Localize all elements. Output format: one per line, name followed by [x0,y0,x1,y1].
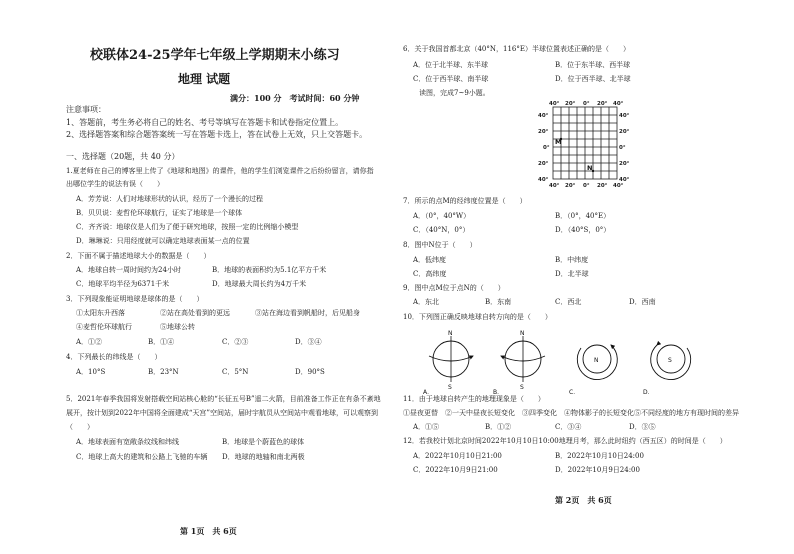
q8-option-c: C．高纬度 [413,270,447,278]
diagram-b [493,330,545,396]
grid-left-label: 20° [538,161,549,167]
q12-option-a: A．2022年10月10日21:00 [413,452,502,460]
diagram-a-label: A． [423,389,434,396]
q7-option-a: A．（0°，40°W） [413,212,471,220]
q2-option-c: C．地球平均半径为6371千米 [76,280,170,288]
rotation-diagrams [419,326,709,396]
q2-option-b: B．地球的表面积约为5.1亿平方千米 [212,266,327,274]
q5-option-c: C．地球上高大的建筑和公路上飞驰的车辆 [76,453,208,461]
q6-option-b: B．位于东半球、西半球 [555,61,631,69]
q5-stem-2: 展开，按计划到2022年中国将全面建成“天宫”空间站，届时宇航员从空间站中观看地球，可以观察到 [66,409,378,417]
q4-option-c: C．5°N [222,368,249,376]
q3-item-4: ④麦哲伦环球航行 [76,323,132,331]
q3-answer-a: A．①② [76,338,103,346]
q3-answer-b: B．①④ [148,338,175,346]
q1-option-c: C．齐齐说：地球仪是人们为了便于研究地球，按照一定的比例缩小模型 [76,223,299,231]
grid-top-label: 40° [549,101,560,107]
exam-title: 校联体24-25学年七年级上学期期末小练习 [90,48,340,63]
grid-left-label: 40° [538,113,549,119]
q2-stem: 2．下面不属于描述地球大小的数据是（ ） [66,252,211,260]
q11-option-a: A．①⑤ [413,423,440,431]
q2-option-a: A．地球自转一周时间约为24小时 [76,266,181,274]
diagram-b-label: B． [493,389,504,396]
q12-option-c: C．2022年10月9日21:00 [413,466,498,474]
score-time-line: 满分：100 分 考试时间：60 分钟 [230,93,360,103]
diagram-b-pole-s: S [520,384,524,391]
q12-option-b: B．2022年10月10日24:00 [555,452,644,460]
diagram-d [643,345,691,396]
q1-option-a: A．芳芳说：人们对地球形状的认识，经历了一个漫长的过程 [76,195,264,203]
grid-bottom-label: 40° [613,183,624,189]
q12-option-d: D．2022年10月9日24:00 [555,466,640,474]
q3-item-5: ⑤地球公转 [160,323,195,331]
grid-right-label: 0° [619,145,626,151]
q3-item-1: ①太阳东升西落 [76,309,125,317]
diagram-b-pole-n: N [520,330,525,337]
page-footer-1: 第 1页 共 6页 [180,526,237,536]
q11-option-c: C．③④ [555,423,582,431]
q2-option-d: D．地球最大周长约为4万千米 [212,280,307,288]
q11-option-b: B．①② [485,423,512,431]
grid-top-label: 40° [613,101,624,107]
q7-option-b: B．（0°，40°E） [555,212,611,220]
grid-bottom-label: 0° [583,183,590,189]
q1-stem-1: 1.夏老师在自己的博客里上传了《地球和地图》的课件，他的学生们浏览课件之后纷纷留言，请你指 [66,167,374,175]
q1-option-b: B．贝贝说：麦哲伦环球航行，证实了地球是一个球体 [76,209,243,217]
diagram-c-label: C． [569,389,580,396]
diagram-d-pole: S [668,357,672,364]
diagram-a [423,330,473,396]
q8-stem: 8．图中N位于（ ） [403,241,477,249]
lat-long-grid [535,98,635,194]
grid-bottom-label: 40° [549,183,560,189]
q6-note: 读图，完成7~9小题。 [419,89,490,97]
q8-option-d: D．北半球 [555,270,589,278]
q9-option-a: A．东北 [413,298,440,306]
q7-option-c: C．（40°N，0°） [413,226,470,234]
q11-stem: 11．由于地球自转产生的地理现象是（ ） [403,395,545,403]
q3-answer-c: C．②③ [222,338,249,346]
grid-left-label: 0° [543,145,550,151]
q11-option-d: D．③⑤ [629,423,656,431]
diagram-a-pole-n: N [448,330,453,337]
q10-stem: 10．下列图正确反映地球自转方向的是（ ） [403,313,552,321]
q6-option-d: D．位于西半球、北半球 [555,75,631,83]
q9-stem: 9．图中点M位于点N的（ ） [403,284,505,292]
q9-option-c: C．西北 [555,298,582,306]
q9-option-d: D．西南 [629,298,656,306]
section-heading: 一、选择题（20题，共 40 分） [66,152,180,161]
q5-option-a: A．地球表面有宽敞条纹线和纬线 [76,438,180,446]
diagram-c [569,345,617,396]
point-m-label: M [555,138,562,146]
exam-subtitle: 地理 试题 [178,72,231,86]
grid-bottom-label: 20° [597,183,608,189]
grid-right-label: 20° [619,161,630,167]
q12-stem: 12．若我校计划北京时间2022年10月10日10:00地理月考，那么此时纽约（西五区）的时间是（ ） [403,437,727,445]
q3-stem: 3．下列现象能证明地球是球体的是（ ） [66,295,204,303]
q4-option-a: A．10°S [76,368,106,376]
q4-option-d: D．90°S [295,368,325,376]
page-2 [397,0,794,554]
diagram-a-pole-s: S [448,384,452,391]
q5-option-b: B．地球是个蔚蓝色的球体 [222,438,305,446]
grid-top-label: 20° [565,101,576,107]
q1-option-d: D．琳琳说：只用经度就可以确定地球表面某一点的位置 [76,237,250,245]
notice-2: 2、选择题答案和综合题答案统一写在答题卡选上，答在试卷上无效，只上交答题卡。 [66,130,368,139]
q3-item-3: ③站在海边看到帆船时，后见船身 [255,309,360,317]
q5-option-d: D．地球的地轴和南北两极 [222,453,305,461]
grid-left-label: 40° [538,177,549,183]
point-n-label: N [587,164,593,172]
q6-option-a: A．位于北半球、东半球 [413,61,489,69]
grid-left-label: 20° [538,129,549,135]
diagram-c-pole: N [594,357,599,364]
notice-1: 1、答题前，考生务必将自己的姓名、考号等填写在答题卡和试卷指定位置上。 [66,118,344,127]
q11-items: ①昼夜更替 ②一天中昼夜长短变化 ③四季变化 ④物体影子的长短变化⑤不同经度的地方有现时间的差异 [403,409,739,417]
q6-stem: 6．关于我国首都北京（40°N，116°E）半球位置表述正确的是（ ） [403,45,630,53]
grid-top-label: 20° [597,101,608,107]
grid-right-label: 20° [619,129,630,135]
q5-stem-3: （ ） [66,423,94,431]
q3-item-2: ②站在高处看到的更远 [160,309,230,317]
q8-option-a: A．低纬度 [413,256,447,264]
q4-stem: 4．下列最长的纬线是（ ） [66,353,162,361]
q3-answer-d: D．③④ [295,338,322,346]
q8-option-b: B．中纬度 [555,256,589,264]
q7-option-d: D．（40°S，0°） [555,226,611,234]
grid-top-label: 0° [583,101,590,107]
diagram-d-label: D． [643,389,654,396]
q5-stem-1: 5．2021年春季我国将发射搭载空间站核心舱的“长征五号B”遥二火箭，目前准备工作正在有条不紊地 [66,395,381,403]
q9-option-b: B．东南 [485,298,512,306]
page-footer-2: 第 2页 共 6页 [555,495,612,505]
notice-heading: 注意事项： [66,105,106,114]
grid-right-label: 40° [619,113,630,119]
q4-option-b: B．23°N [148,368,179,376]
grid-lines [553,107,617,179]
grid-right-label: 40° [619,177,630,183]
grid-bottom-label: 20° [565,183,576,189]
q6-option-c: C．位于西半球、南半球 [413,75,489,83]
q7-stem: 7．所示的点M的经纬度位置是（ ） [403,197,527,205]
q1-stem-2: 出哪位学生的说法有误（ ） [66,180,164,188]
